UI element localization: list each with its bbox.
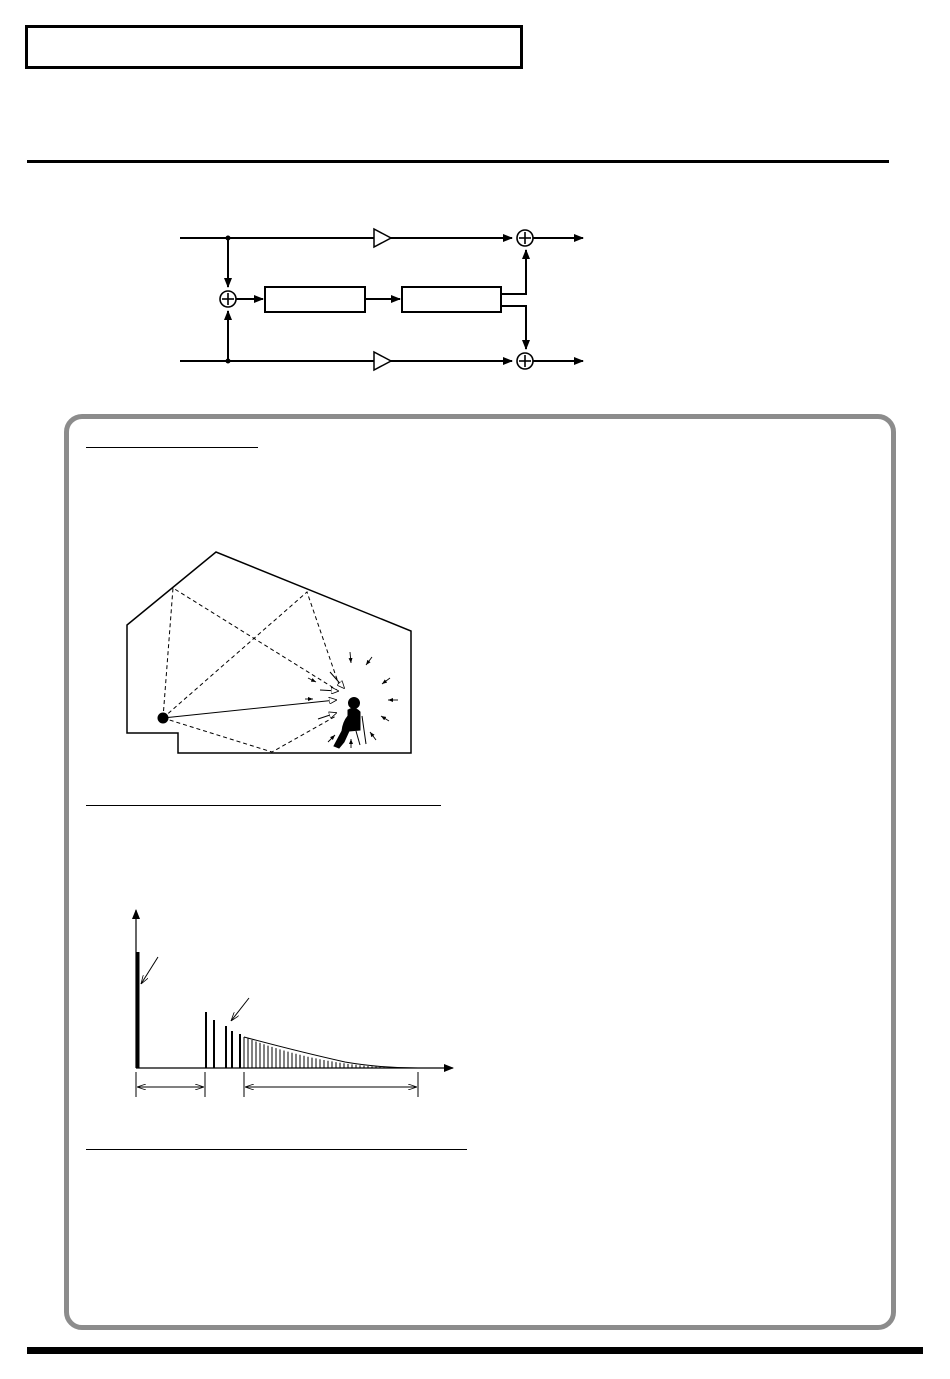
processing-block-2	[402, 287, 501, 312]
bottom-rule	[27, 1347, 923, 1354]
block-diagram	[0, 0, 950, 400]
lower-mixer-icon	[517, 353, 533, 369]
section-underline-3	[86, 1149, 467, 1150]
section-underline-2	[86, 805, 441, 806]
info-panel	[64, 414, 896, 1330]
input-mixer-icon	[220, 291, 236, 307]
upper-mixer-icon	[517, 230, 533, 246]
lower-amplifier-icon	[374, 352, 391, 370]
section-underline-1	[86, 447, 258, 448]
processing-block-1	[265, 287, 365, 312]
upper-amplifier-icon	[374, 229, 391, 247]
